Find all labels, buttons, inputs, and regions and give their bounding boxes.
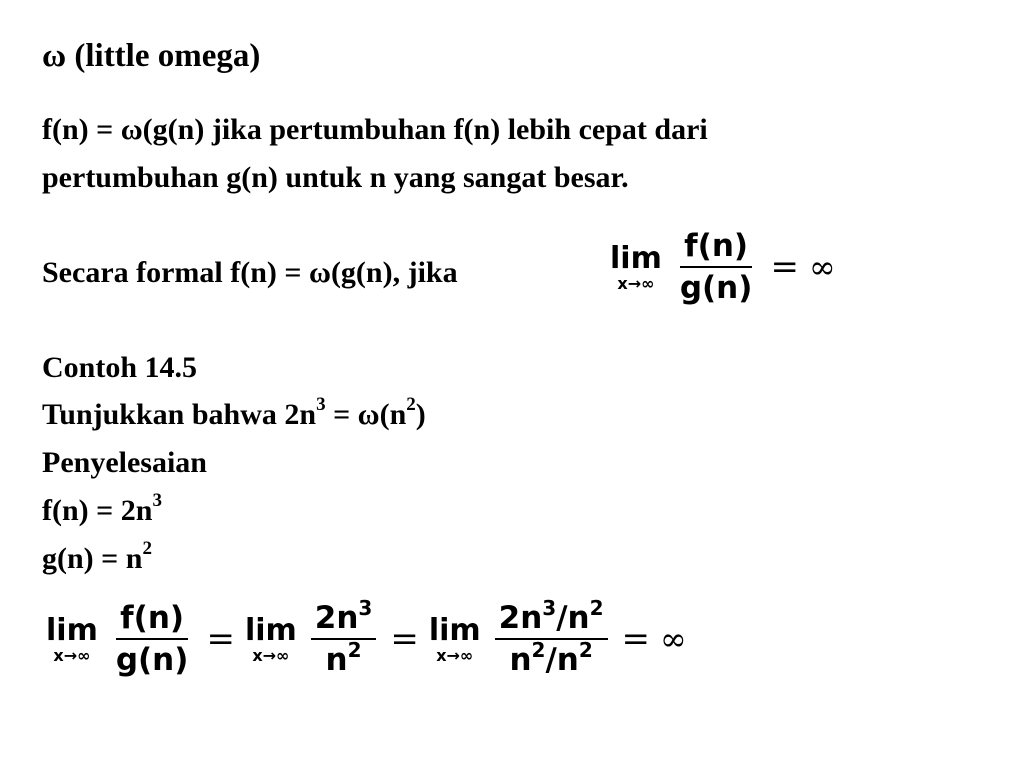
- limit-operator-2: [244, 612, 297, 665]
- example-task: [42, 394, 426, 433]
- limit-operator: [610, 240, 662, 293]
- limit-subscript-3: x→∞: [436, 645, 474, 665]
- infinity-symbol: ∞: [808, 248, 836, 286]
- fraction-2-denominator: $n^2$: [325, 637, 362, 678]
- limit-subscript-1: x→∞: [53, 645, 91, 665]
- equals-sign-3: =: [621, 619, 651, 659]
- fraction-2: [311, 595, 377, 680]
- fraction-numerator: f(n): [680, 226, 752, 268]
- limit-operator-3: [428, 612, 481, 665]
- task-prefix: Tunjukkan bahwa 2n: [42, 398, 317, 431]
- g-definition: [42, 538, 152, 577]
- limit-word: lim: [610, 240, 662, 276]
- fraction-1-denominator: g(n): [115, 642, 189, 678]
- slide-title: ω (little omega): [42, 38, 261, 74]
- limit-word-3: lim: [428, 612, 481, 648]
- equals-sign-1: =: [206, 619, 235, 659]
- fraction-denominator: g(n): [679, 270, 753, 306]
- limit-word-1: lim: [46, 612, 98, 648]
- fraction-3-denominator: $n^2/n^2$: [509, 637, 593, 678]
- fraction-3: [495, 595, 608, 680]
- fraction-2-numerator: $2n^3$: [311, 598, 377, 640]
- limit-subscript-2: x→∞: [252, 645, 290, 665]
- definition-line-1: f(n) = ω(g(n) jika pertumbuhan f(n) lebih cepat dari: [42, 113, 708, 146]
- task-exponent-1: 3: [316, 394, 326, 415]
- equals-sign: =: [770, 247, 799, 287]
- example-heading: Contoh 14.5: [42, 351, 198, 384]
- task-suffix: ): [415, 398, 426, 431]
- solution-label: Penyelesaian: [42, 446, 207, 479]
- limit-operator-1: [46, 612, 98, 665]
- task-middle: = ω(n: [325, 398, 407, 431]
- infinity-symbol-final: ∞: [660, 620, 687, 658]
- g-exponent: 2: [142, 538, 152, 559]
- formal-definition-text: Secara formal f(n) = ω(g(n), jika: [42, 256, 458, 289]
- limit-word-2: lim: [244, 612, 297, 648]
- fraction-1: [112, 598, 193, 680]
- equals-sign-2: =: [390, 619, 419, 659]
- fraction: [676, 226, 757, 308]
- final-limit-equation: [46, 595, 687, 680]
- fraction-3-numerator: $2n^3/n^2$: [495, 598, 608, 640]
- definition-line-2: pertumbuhan g(n) untuk n yang sangat besar.: [42, 161, 629, 194]
- f-base: f(n) = 2n: [42, 494, 153, 527]
- g-base: g(n) = n: [42, 542, 143, 575]
- fraction-1-numerator: f(n): [116, 598, 188, 640]
- f-definition: [42, 490, 162, 529]
- formal-limit-formula: [610, 226, 836, 308]
- f-exponent: 3: [152, 490, 162, 511]
- limit-subscript: x→∞: [617, 273, 655, 293]
- task-exponent-2: 2: [406, 394, 416, 415]
